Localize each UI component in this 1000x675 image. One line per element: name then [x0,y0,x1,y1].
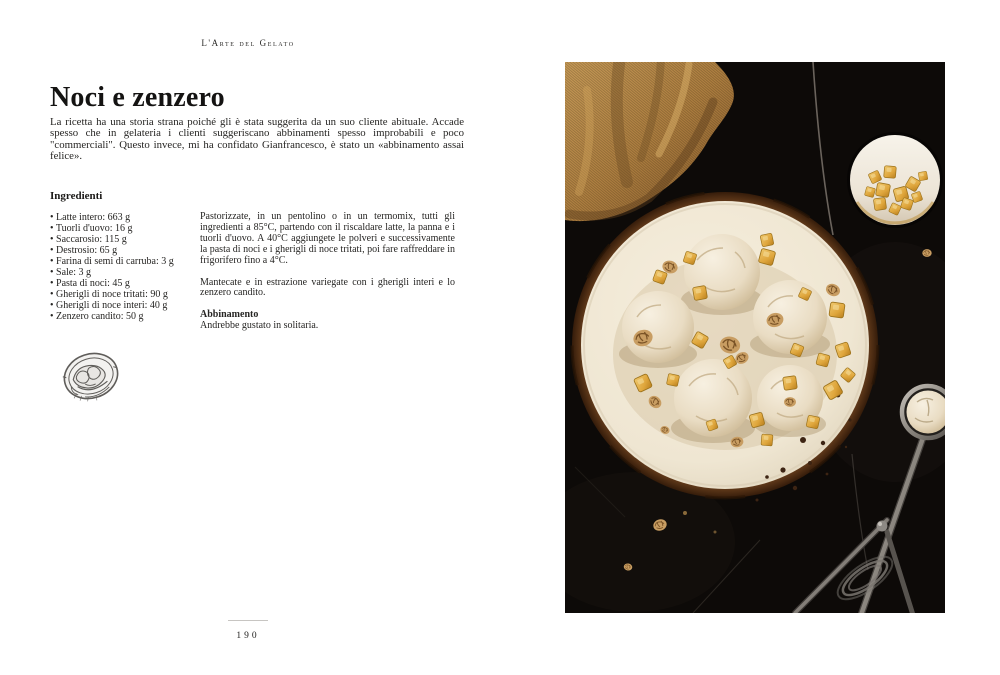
candied-ginger-bowl [847,132,943,228]
ingredient-item: • Latte intero: 663 g [50,212,200,223]
recipe-title: Noci e zenzero [50,82,225,113]
pairing-text: Andrebbe gustato in solitaria. [200,320,319,332]
ingredient-item: • Farina di semi di carruba: 3 g [50,256,200,267]
walnut-crumb [922,249,931,257]
running-header: L'Arte del Gelato [201,38,295,48]
ingredients-heading: Ingredienti [50,190,103,202]
ingredient-item: • Tuorli d'uovo: 16 g [50,223,200,234]
pairing-heading: Abbinamento [200,309,259,321]
recipe-intro: La ricetta ha una storia strana poiché gli è stata suggerita da un suo cliente abituale. Accade spesso che in gelateria i clienti suggeriscano abbinamenti spesso improbabili e poco "commerciali". Questo invece, mi ha confidato Gianfrancesco, è stato un «abbinamento assai felice». [50,116,464,163]
ingredient-item: • Destrosio: 65 g [50,245,200,256]
gelato-plate [572,192,878,502]
ingredient-item: • Gherigli di noce tritati: 90 g [50,289,200,300]
ingredients-list [50,212,200,322]
folio [0,620,496,643]
ingredient-item: • Sale: 3 g [50,267,200,278]
method-paragraph: Pastorizzate, in un pentolino o in un termomix, tutti gli ingredienti a 85°C, partendo con il riscaldare latte, la panna e i tuorli d'uovo. A 40°C aggiungete le polveri e successivamente la pasta di noci e i gherigli di noce tritati, poi fare raffreddare in frigorifero fino a 4°C. [200,211,455,266]
recipe-photo [565,62,945,613]
page-number: 190 [236,631,260,641]
method-column [200,212,455,332]
folio-rule [228,620,268,621]
walnut-engraving-illustration [55,344,127,408]
method-paragraph: Mantecate e in estrazione variegate con i gherigli interi e lo zenzero candito. [200,276,455,299]
ingredient-item: • Zenzero candito: 50 g [50,311,200,322]
ingredient-item: • Pasta di noci: 45 g [50,278,200,289]
ingredient-item: • Saccarosio: 115 g [50,234,200,245]
ingredient-item: • Gherigli di noce interi: 40 g [50,300,200,311]
